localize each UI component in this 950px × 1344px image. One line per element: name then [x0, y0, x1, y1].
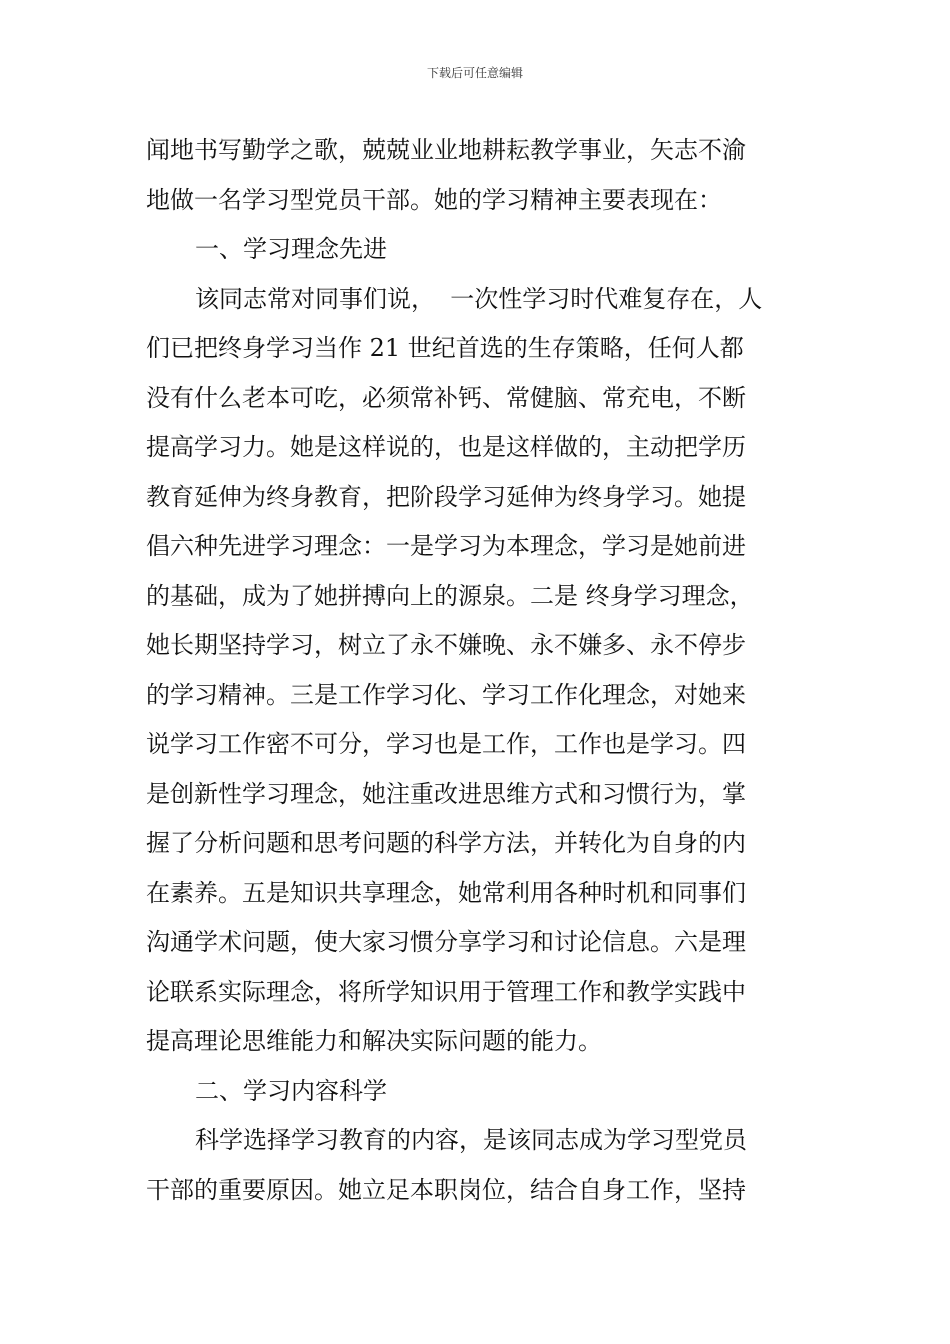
body-line: 干部的重要原因。她立足本职岗位，结合自身工作，坚持: [146, 1175, 746, 1204]
body-line: 是创新性学习理念，她注重改进思维方式和习惯行为，掌: [146, 779, 746, 808]
body-line: 握了分析问题和思考问题的科学方法，并转化为自身的内: [146, 829, 746, 857]
body-line: 她长期坚持学习，树立了永不嫌晚、永不嫌多、永不停步: [146, 631, 746, 659]
section-heading-1: 一、学习理念先进: [195, 235, 387, 263]
body-line: 地做一名学习型党员干部。她的学习精神主要表现在：: [146, 185, 722, 214]
body-line: 该同志常对同事们说， 一次性学习时代难复存在，人: [195, 284, 763, 313]
body-line: 论联系实际理念，将所学知识用于管理工作和教学实践中: [146, 977, 746, 1006]
body-line: 的学习精神。三是工作学习化、学习工作化理念，对她来: [146, 680, 746, 709]
page-header-note: 下载后可任意编辑: [426, 66, 523, 80]
body-line: 闻地书写勤学之歌，兢兢业业地耕耘教学事业，矢志不渝: [146, 136, 746, 164]
body-line: 在素养。五是知识共享理念，她常利用各种时机和同事们: [146, 878, 746, 907]
body-line: 们已把终身学习当作 21 世纪首选的生存策略，任何人都: [146, 334, 744, 362]
document-body: [146, 126, 816, 1215]
section-heading-2: 二、学习内容科学: [195, 1076, 387, 1105]
body-line: 提高学习力。她是这样说的，也是这样做的，主动把学历: [146, 433, 746, 461]
body-line: 的基础，成为了她拼搏向上的源泉。二是 终身学习理念，: [146, 581, 754, 610]
body-line: 提高理论思维能力和解决实际问题的能力。: [146, 1027, 602, 1055]
body-line: 倡六种先进学习理念：一是学习为本理念，学习是她前进: [146, 532, 746, 560]
body-line: 沟通学术问题，使大家习惯分享学习和讨论信息。六是理: [146, 928, 746, 956]
body-line: 说学习工作密不可分，学习也是工作，工作也是学习。四: [146, 730, 746, 758]
body-line: 科学选择学习教育的内容，是该同志成为学习型党员: [195, 1126, 747, 1154]
body-line: 没有什么老本可吃，必须常补钙、常健脑、常充电，不断: [146, 383, 746, 412]
body-line: 教育延伸为终身教育，把阶段学习延伸为终身学习。她提: [146, 482, 746, 511]
